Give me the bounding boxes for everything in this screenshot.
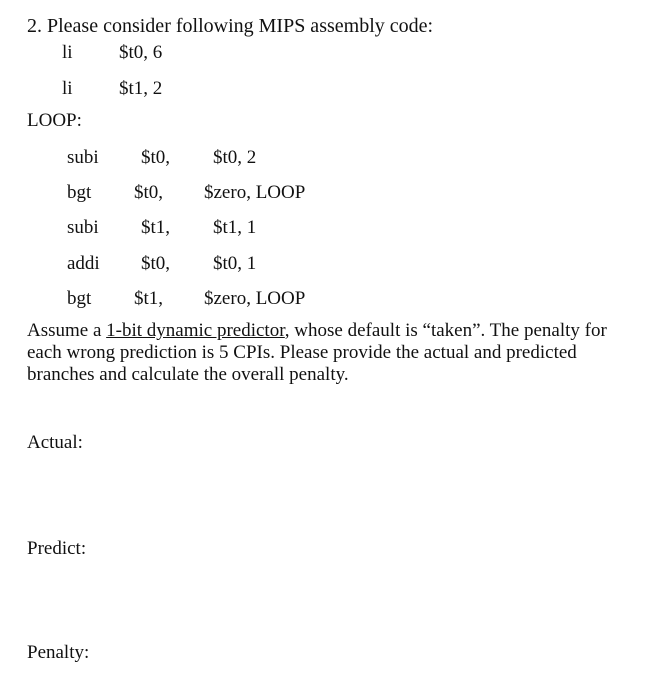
actual-label: Actual:	[27, 432, 83, 453]
paragraph-before: Assume a	[27, 320, 107, 341]
reg-t0: $t0,	[134, 182, 164, 203]
predict-label: Predict:	[27, 538, 87, 559]
op-subi: subi	[67, 147, 99, 168]
paragraph-after: , whose default is “taken”. The penalty for each wrong prediction is 5 CPIs. Please provide the actual and predicted branches and calculate the overall penalty.	[27, 320, 607, 385]
op-li: li	[62, 42, 73, 63]
reg-t0: $t0,	[141, 147, 171, 168]
rest-t0-1: $t0, 1	[213, 253, 257, 274]
rest-zero-loop: $zero, LOOP	[204, 288, 306, 309]
args-li-t0: $t0, 6	[119, 42, 163, 63]
reg-t1: $t1,	[141, 217, 171, 238]
args-li-t1: $t1, 2	[119, 78, 163, 99]
penalty-label: Penalty:	[27, 642, 90, 663]
reg-t1: $t1,	[134, 288, 164, 309]
question-title: 2. Please consider following MIPS assembly code:	[27, 15, 434, 37]
question-paragraph	[27, 320, 627, 386]
op-bgt: bgt	[67, 288, 92, 309]
reg-t0: $t0,	[141, 253, 171, 274]
op-bgt: bgt	[67, 182, 92, 203]
op-addi: addi	[67, 253, 100, 274]
rest-zero-loop: $zero, LOOP	[204, 182, 306, 203]
loop-label: LOOP:	[27, 110, 82, 131]
rest-t0-2: $t0, 2	[213, 147, 257, 168]
op-li: li	[62, 78, 73, 99]
rest-t1-1: $t1, 1	[213, 217, 257, 238]
op-subi: subi	[67, 217, 99, 238]
paragraph-underlined-term: 1-bit dynamic predictor	[106, 320, 285, 341]
